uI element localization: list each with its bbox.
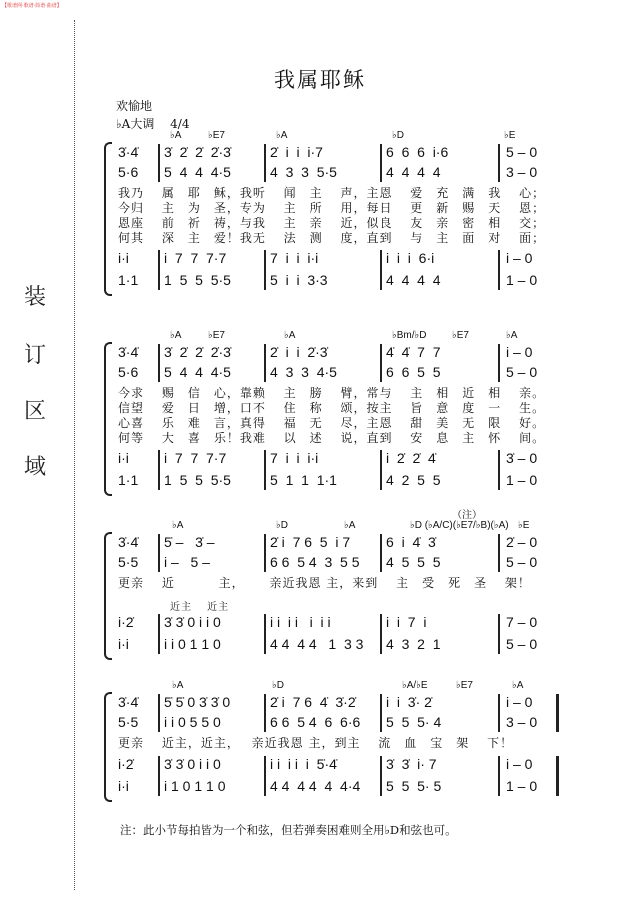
footnote: 注：此小节每拍皆为一个和弦，但若弹奏困难则全用♭D和弦也可。 (120, 823, 457, 837)
soprano-measure: 3̇·4̇ (118, 344, 139, 360)
bar-line (380, 144, 382, 182)
bar-line (498, 756, 500, 796)
bass-measure: 5 1 1 1·1 (270, 472, 337, 488)
bass-measure: 1 – 0 (506, 472, 538, 488)
chord-symbol: ♭E7 (208, 330, 225, 341)
chord-symbol: ♭A (276, 130, 288, 141)
alto-measure: 3 – 0 (506, 164, 538, 180)
alto-measure: 5 – 0 (506, 364, 538, 380)
bar-line (380, 344, 382, 382)
score-system (100, 330, 560, 494)
binding-label-4: 域 (24, 455, 47, 480)
soprano-measure: 3̇ 2̇ 2̇ 2̇·3̇ (164, 344, 231, 360)
tenor-measure: i 7 7 7·7 (164, 450, 227, 466)
bar-line (498, 144, 500, 182)
bass-measure: i·i (118, 636, 129, 652)
system-brace (104, 142, 112, 296)
alto-measure: 5 4 4 4·5 (164, 364, 231, 380)
soprano-measure: i – 0 (506, 344, 533, 360)
lyric-line: 心喜 乐 难 言，真得 福 无 尽，主恩 甜 美 无 限 好。 (118, 416, 546, 430)
bar-line (264, 694, 266, 732)
chord-symbol: ♭E7 (456, 680, 473, 691)
alto-measure: 4 4 4 4 (386, 164, 441, 180)
alto-measure: 5 – 0 (506, 554, 538, 570)
bar-line (158, 534, 160, 572)
tenor-measure: 7 i i i·i (270, 450, 319, 466)
alto-measure: 6 6 5 4 3 5 5 (270, 554, 360, 570)
system-brace (104, 692, 112, 802)
soprano-measure: 2̇ i 7 6 5 i 7 (270, 534, 351, 550)
bar-line (498, 534, 500, 572)
chord-symbol: ♭A (172, 520, 184, 531)
soprano-measure: 5 – 0 (506, 144, 538, 160)
alto-measure: 6 6 5 4 6 6·6 (270, 714, 361, 730)
chord-symbol: ♭D (392, 130, 404, 141)
bar-line (158, 144, 160, 182)
alto-measure: i i 0 5 5 0 (164, 714, 221, 730)
bar-line (158, 450, 160, 490)
tenor-measure: 3̇ 3̇ 0 i i 0 (164, 756, 221, 772)
lyric-line: 何等 大 喜 乐！我难 以 述 说，直到 安 息 主 怀 间。 (118, 431, 546, 445)
bass-measure: i·i (118, 778, 129, 794)
tenor-measure: i·i (118, 250, 129, 266)
bass-measure: 5 i i 3·3 (270, 272, 328, 288)
tenor-measure: i i i i i 5̇·4̇ (270, 756, 337, 772)
bar-line (264, 344, 266, 382)
tenor-measure: i·i (118, 450, 129, 466)
tenor-measure: i 7 7 7·7 (164, 250, 227, 266)
final-bar-line (556, 694, 559, 732)
binding-label-3: 区 (24, 399, 47, 424)
bar-line (380, 614, 382, 654)
binding-label-1: 装 (24, 285, 47, 310)
bass-measure: 1 5 5 5·5 (164, 472, 231, 488)
chord-symbol: ♭A (284, 330, 296, 341)
bass-measure: 1·1 (118, 272, 139, 288)
soprano-measure: i i 3̇· 2̇ (386, 694, 432, 710)
bar-line (264, 144, 266, 182)
bar-line (264, 450, 266, 490)
final-bar-line (556, 756, 559, 796)
bass-measure: 4 4 4 4 1 3 3 (270, 636, 364, 652)
chord-symbol: ♭D (272, 680, 284, 691)
bass-measure: 1 – 0 (506, 778, 538, 794)
tenor-measure: i 2̇ 2̇ 4̇ (386, 450, 436, 466)
score-system (100, 680, 560, 800)
bar-line (158, 694, 160, 732)
soprano-measure: 3̇ 2̇ 2̇ 2̇·3̇ (164, 144, 231, 160)
bass-measure: 4 4 4 4 (386, 272, 441, 288)
alto-measure: 6 6 5 5 (386, 364, 441, 380)
score-system (100, 130, 560, 294)
lyric-line: 更亲 近 主， 亲近我恩 主，来到 主 受 死 圣 架！ (118, 576, 531, 590)
chord-symbol: ♭A (344, 520, 356, 531)
bar-line (158, 756, 160, 796)
chord-symbol: ♭E7 (208, 130, 225, 141)
bass-measure: 1·1 (118, 472, 139, 488)
bar-line (380, 694, 382, 732)
tenor-measure: 3̇ 3̇ i· 7 (386, 756, 437, 772)
soprano-measure: 2̇ i i i·7 (270, 144, 323, 160)
soprano-measure: 5̇ 5̇ 0 3̇ 3̇ 0 (164, 694, 231, 710)
tenor-measure: 7 – 0 (506, 614, 538, 630)
tenor-measure: i i 7 i (386, 614, 427, 630)
bar-line (380, 250, 382, 290)
system-brace (104, 342, 112, 496)
lyric-line: 信望 爱 日 增，口不 住 称 颂，按主 旨 意 度 一 生。 (118, 401, 546, 415)
chord-symbol: ♭E (504, 130, 516, 141)
page-title: 我属耶稣 (274, 68, 366, 92)
bass-measure: i 1 0 1 1 0 (164, 778, 226, 794)
binding-line (74, 20, 75, 890)
bar-line (498, 250, 500, 290)
bar-line (498, 450, 500, 490)
bar-line (264, 756, 266, 796)
score-system (100, 510, 560, 658)
bar-line (380, 534, 382, 572)
lyric-line: 何其 深 主 爱！我无 法 测 度，直到 与 主 面 对 面； (118, 231, 546, 245)
lyric-line: 今求 赐 信 心，靠赖 主 膀 臂，常与 主 相 近 相 亲。 (118, 386, 546, 400)
soprano-measure: 6 6 6 i·6 (386, 144, 449, 160)
bar-line (264, 614, 266, 654)
bass-measure: 4 2 5 5 (386, 472, 441, 488)
bar-line (380, 756, 382, 796)
alto-measure: 3 – 0 (506, 714, 538, 730)
bar-line (158, 250, 160, 290)
soprano-measure: 5̇ – 3̇ – (164, 534, 215, 550)
alto-measure: 5·6 (118, 164, 139, 180)
bar-line (158, 344, 160, 382)
soprano-measure: i – 0 (506, 694, 533, 710)
alto-measure: 4 3 3 5·5 (270, 164, 337, 180)
lyric-line: 更亲 近主，近主， 亲近我恩 主，到主 流 血 宝 架 下！ (118, 736, 514, 750)
key-signature: ♭A大调 4/4 (116, 117, 190, 131)
chord-symbol: ♭D (276, 520, 288, 531)
alto-measure: i – 5 – (164, 554, 210, 570)
tenor-measure: i·2̇ (118, 614, 134, 630)
watermark: 【歌谱网·歌谱·简谱·曲谱】 (2, 3, 62, 9)
bass-measure: 5 5 5· 5 (386, 778, 442, 794)
tenor-lyric: 近主 近主 (170, 602, 230, 613)
bar-line (498, 694, 500, 732)
alto-measure: 4 5 5 5 (386, 554, 441, 570)
chord-symbol: ♭A (170, 330, 182, 341)
lyric-line: 我乃 属 耶 稣，我听 闻 主 声，主恩 爱 充 满 我 心； (118, 186, 546, 200)
tenor-measure: i i i 6·i (386, 250, 435, 266)
soprano-measure: 4̇ 4̇ 7 7 (386, 344, 441, 360)
chord-symbol: ♭A (170, 130, 182, 141)
soprano-measure: 3̇·4̇ (118, 144, 139, 160)
bass-measure: 5 – 0 (506, 636, 538, 652)
tempo-marking: 欢愉地 (116, 99, 153, 113)
chord-symbol: ♭Bm/♭D (392, 330, 427, 341)
soprano-measure: 3̇·4̇ (118, 534, 139, 550)
bar-line (264, 534, 266, 572)
alto-measure: 5·6 (118, 364, 139, 380)
alto-measure: 5 4 4 4·5 (164, 164, 231, 180)
tenor-measure: i – 0 (506, 250, 533, 266)
soprano-measure: 2̇ i i 2̇·3̇ (270, 344, 328, 360)
lyric-line: 今归 主 为 圣，专为 主 所 用，每日 更 新 赐 天 恩； (118, 201, 546, 215)
soprano-measure: 2̇ – 0 (506, 534, 538, 550)
binding-label-2: 订 (24, 343, 47, 368)
bar-line (158, 614, 160, 654)
tenor-measure: i – 0 (506, 756, 533, 772)
chord-symbol: ♭D (♭A/C)(♭E7/♭B)(♭A) (410, 520, 509, 531)
tenor-measure: i·2̇ (118, 756, 134, 772)
system-brace (104, 532, 112, 660)
lyric-line: 恩座 前 祈 祷，与我 主 亲 近，似良 友 亲 密 相 交； (118, 216, 546, 230)
bass-measure: 1 – 0 (506, 272, 538, 288)
tenor-measure: 7 i i i·i (270, 250, 319, 266)
chord-symbol: ♭A/♭E (402, 680, 428, 691)
bass-measure: 4 3 2 1 (386, 636, 441, 652)
chord-symbol: ♭A (506, 330, 518, 341)
alto-measure: 4 3 3 4·5 (270, 364, 337, 380)
footnote-marker: （注） (452, 510, 482, 521)
bar-line (498, 344, 500, 382)
bar-line (498, 614, 500, 654)
bass-measure: i i 0 1 1 0 (164, 636, 221, 652)
tenor-measure: 3̇ 3̇ 0 i i 0 (164, 614, 221, 630)
soprano-measure: 2̇ i 7 6 4̇ 3̇·2̇ (270, 694, 356, 710)
alto-measure: 5·5 (118, 554, 139, 570)
tenor-measure: i i i i i i i (270, 614, 331, 630)
chord-symbol: ♭E (518, 520, 530, 531)
alto-measure: 5 5 5· 4 (386, 714, 442, 730)
alto-measure: 5·5 (118, 714, 139, 730)
tenor-measure: 3̇ – 0 (506, 450, 538, 466)
soprano-measure: 6 i 4̇ 3̇ (386, 534, 436, 550)
soprano-measure: 3̇·4̇ (118, 694, 139, 710)
bass-measure: 1 5 5 5·5 (164, 272, 231, 288)
chord-symbol: ♭E7 (452, 330, 469, 341)
chord-symbol: ♭A (512, 680, 524, 691)
bar-line (380, 450, 382, 490)
bass-measure: 4 4 4 4 4 4·4 (270, 778, 361, 794)
chord-symbol: ♭A (172, 680, 184, 691)
bar-line (264, 250, 266, 290)
